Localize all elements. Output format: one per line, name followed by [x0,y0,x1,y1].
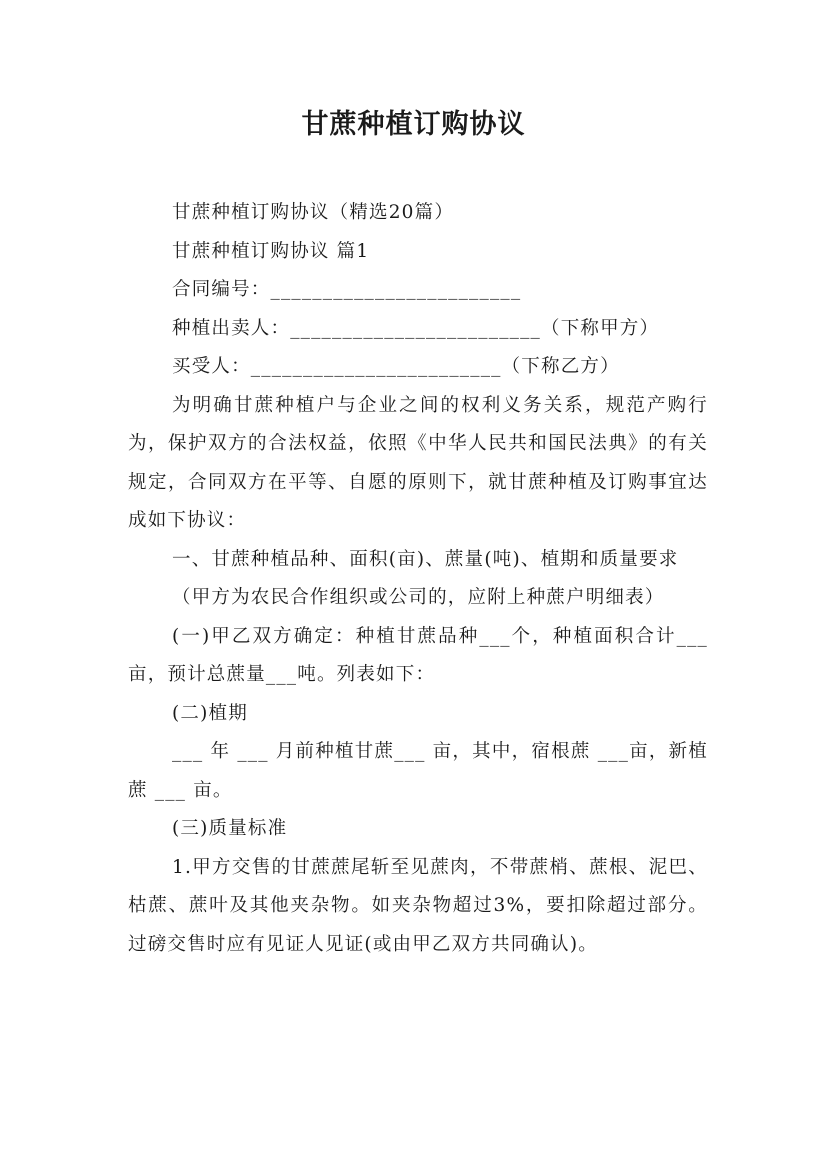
paragraph-item-2-heading: (二)植期 [172,702,248,724]
paragraph-contract-number: 合同编号：________________________ [172,279,522,300]
paragraph-planting-period: ___ 年 ___ 月前种植甘蔗___ 亩，其中，宿根蔗 ___亩，新植蔗 ___ 亩。 [128,741,708,801]
document-title: 甘蔗种植订购协议 [301,109,526,140]
document-body [128,194,708,964]
paragraph-seller: 种植出卖人：________________________（下称甲方） [172,317,660,339]
paragraph-item-1: (一)甲乙双方确定：种植甘蔗品种___个，种植面积合计___亩，预计总蔗量___吨。列表如下： [128,625,708,685]
paragraph-quality-standard-1: 1.甲方交售的甘蔗蔗尾斩至见蔗肉，不带蔗梢、蔗根、泥巴、枯蔗、蔗叶及其他夹杂物。如夹杂物超过3%，要扣除超过部分。过磅交售时应有见证人见证(或由甲乙双方共同确认)。 [128,856,708,955]
paragraph-section-heading: 甘蔗种植订购协议 篇1 [172,240,370,262]
paragraph-buyer: 买受人：________________________（下称乙方） [172,356,620,377]
paragraph-item-3-heading: (三)质量标准 [172,818,288,839]
paragraph-preamble: 为明确甘蔗种植户与企业之间的权利义务关系，规范产购行为，保护双方的合法权益，依照《中华人民共和国民法典》的有关规定，合同双方在平等、自愿的原则下，就甘蔗种植及订购事宜达成如下协议： [128,394,708,531]
paragraph-clause-1-heading: 一、甘蔗种植品种、面积(亩)、蔗量(吨)、植期和质量要求 [172,548,679,570]
paragraph-note: （甲方为农民合作组织或公司的，应附上种蔗户明细表） [172,587,665,608]
paragraph-subtitle: 甘蔗种植订购协议（精选20篇） [172,202,455,223]
